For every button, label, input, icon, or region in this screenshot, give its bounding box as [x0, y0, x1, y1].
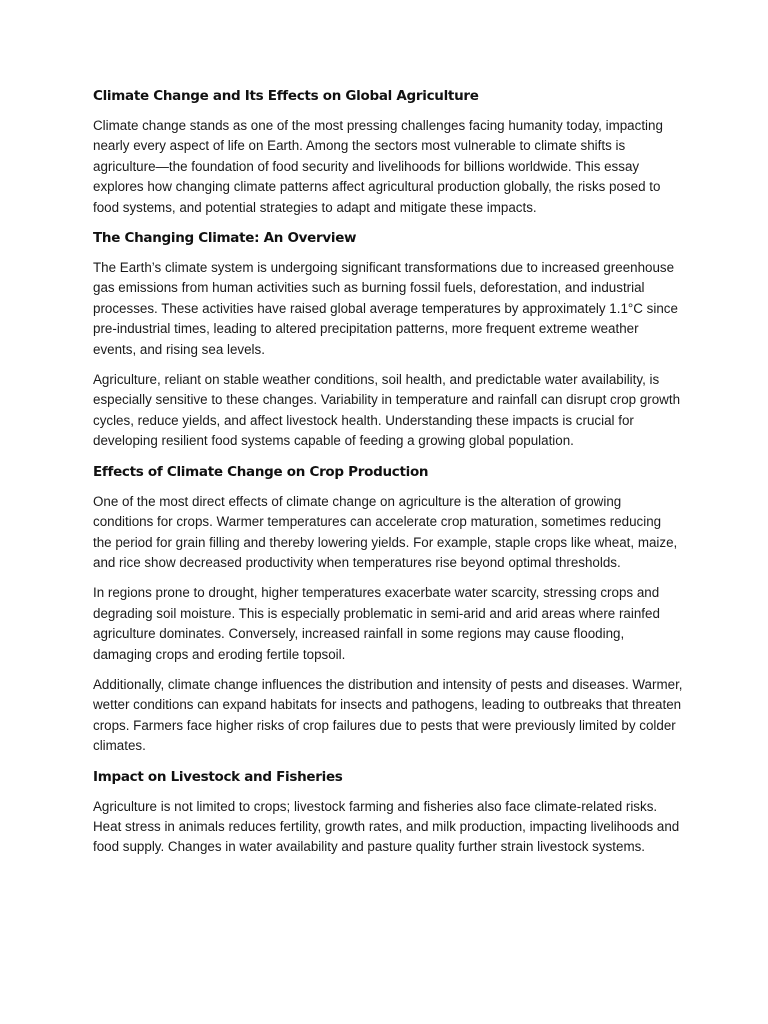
paragraph: Agriculture, reliant on stable weather conditions, soil health, and predictable water availability, is especially sensitive to these changes. Variability in temperature and rainfall can disrupt crop growth cycles, reduce yields, and affect livestock health. Understanding these impacts is crucial for developing resilient food systems capable of feeding a growing global population.: [93, 372, 681, 449]
document-title: Climate Change and Its Effects on Global Agriculture: [93, 88, 479, 104]
paragraph: One of the most direct effects of climate change on agriculture is the alteration of growing conditions for crops. Warmer temperatures can accelerate crop maturation, sometimes reducing the period for grain filling and thereby lowering yields. For example, staple crops like wheat, maize, and rice show decreased productivity when temperatures rise beyond optimal thresholds.: [93, 493, 678, 570]
paragraph: Additionally, climate change influences the distribution and intensity of pests and diseases. Warmer, wetter conditions can expand habitats for insects and pathogens, leading to outbreaks that threaten crops. Farmers face higher risks of crop failures due to pests that were previously limited by colder climates.: [93, 676, 683, 754]
section-heading-climate-overview: The Changing Climate: An Overview: [93, 230, 357, 247]
document-page: [93, 86, 683, 868]
paragraph: The Earth’s climate system is undergoing significant transformations due to increased greenhouse gas emissions from human activities such as burning fossil fuels, deforestation, and industrial processes. These activities have raised global average temperatures by approximately 1.1°C since pre-industrial times, leading to altered precipitation patterns, more frequent extreme weather events, and rising sea levels.: [93, 260, 678, 357]
intro-paragraph: Climate change stands as one of the most pressing challenges facing humanity today, impacting nearly every aspect of life on Earth. Among the sectors most vulnerable to climate shifts is agriculture—the foundation of food security and livelihoods for billions worldwide. This essay explores how changing climate patterns affect agricultural production globally, the risks posed to food systems, and potential strategies to adapt and mitigate these impacts.: [93, 118, 663, 215]
paragraph: In regions prone to drought, higher temperatures exacerbate water scarcity, stressing crops and degrading soil moisture. This is especially problematic in semi-arid and arid areas where rainfed agriculture dominates. Conversely, increased rainfall in some regions may cause flooding, damaging crops and eroding fertile topsoil.: [93, 585, 660, 662]
section-heading-livestock-fisheries: Impact on Livestock and Fisheries: [93, 768, 343, 785]
section-heading-crop-production: Effects of Climate Change on Crop Production: [93, 463, 429, 480]
paragraph: Agriculture is not limited to crops; livestock farming and fisheries also face climate-related risks. Heat stress in animals reduces fertility, growth rates, and milk production, impacting livelihoods and food supply. Changes in water availability and pasture quality further strain livestock systems.: [93, 798, 680, 855]
